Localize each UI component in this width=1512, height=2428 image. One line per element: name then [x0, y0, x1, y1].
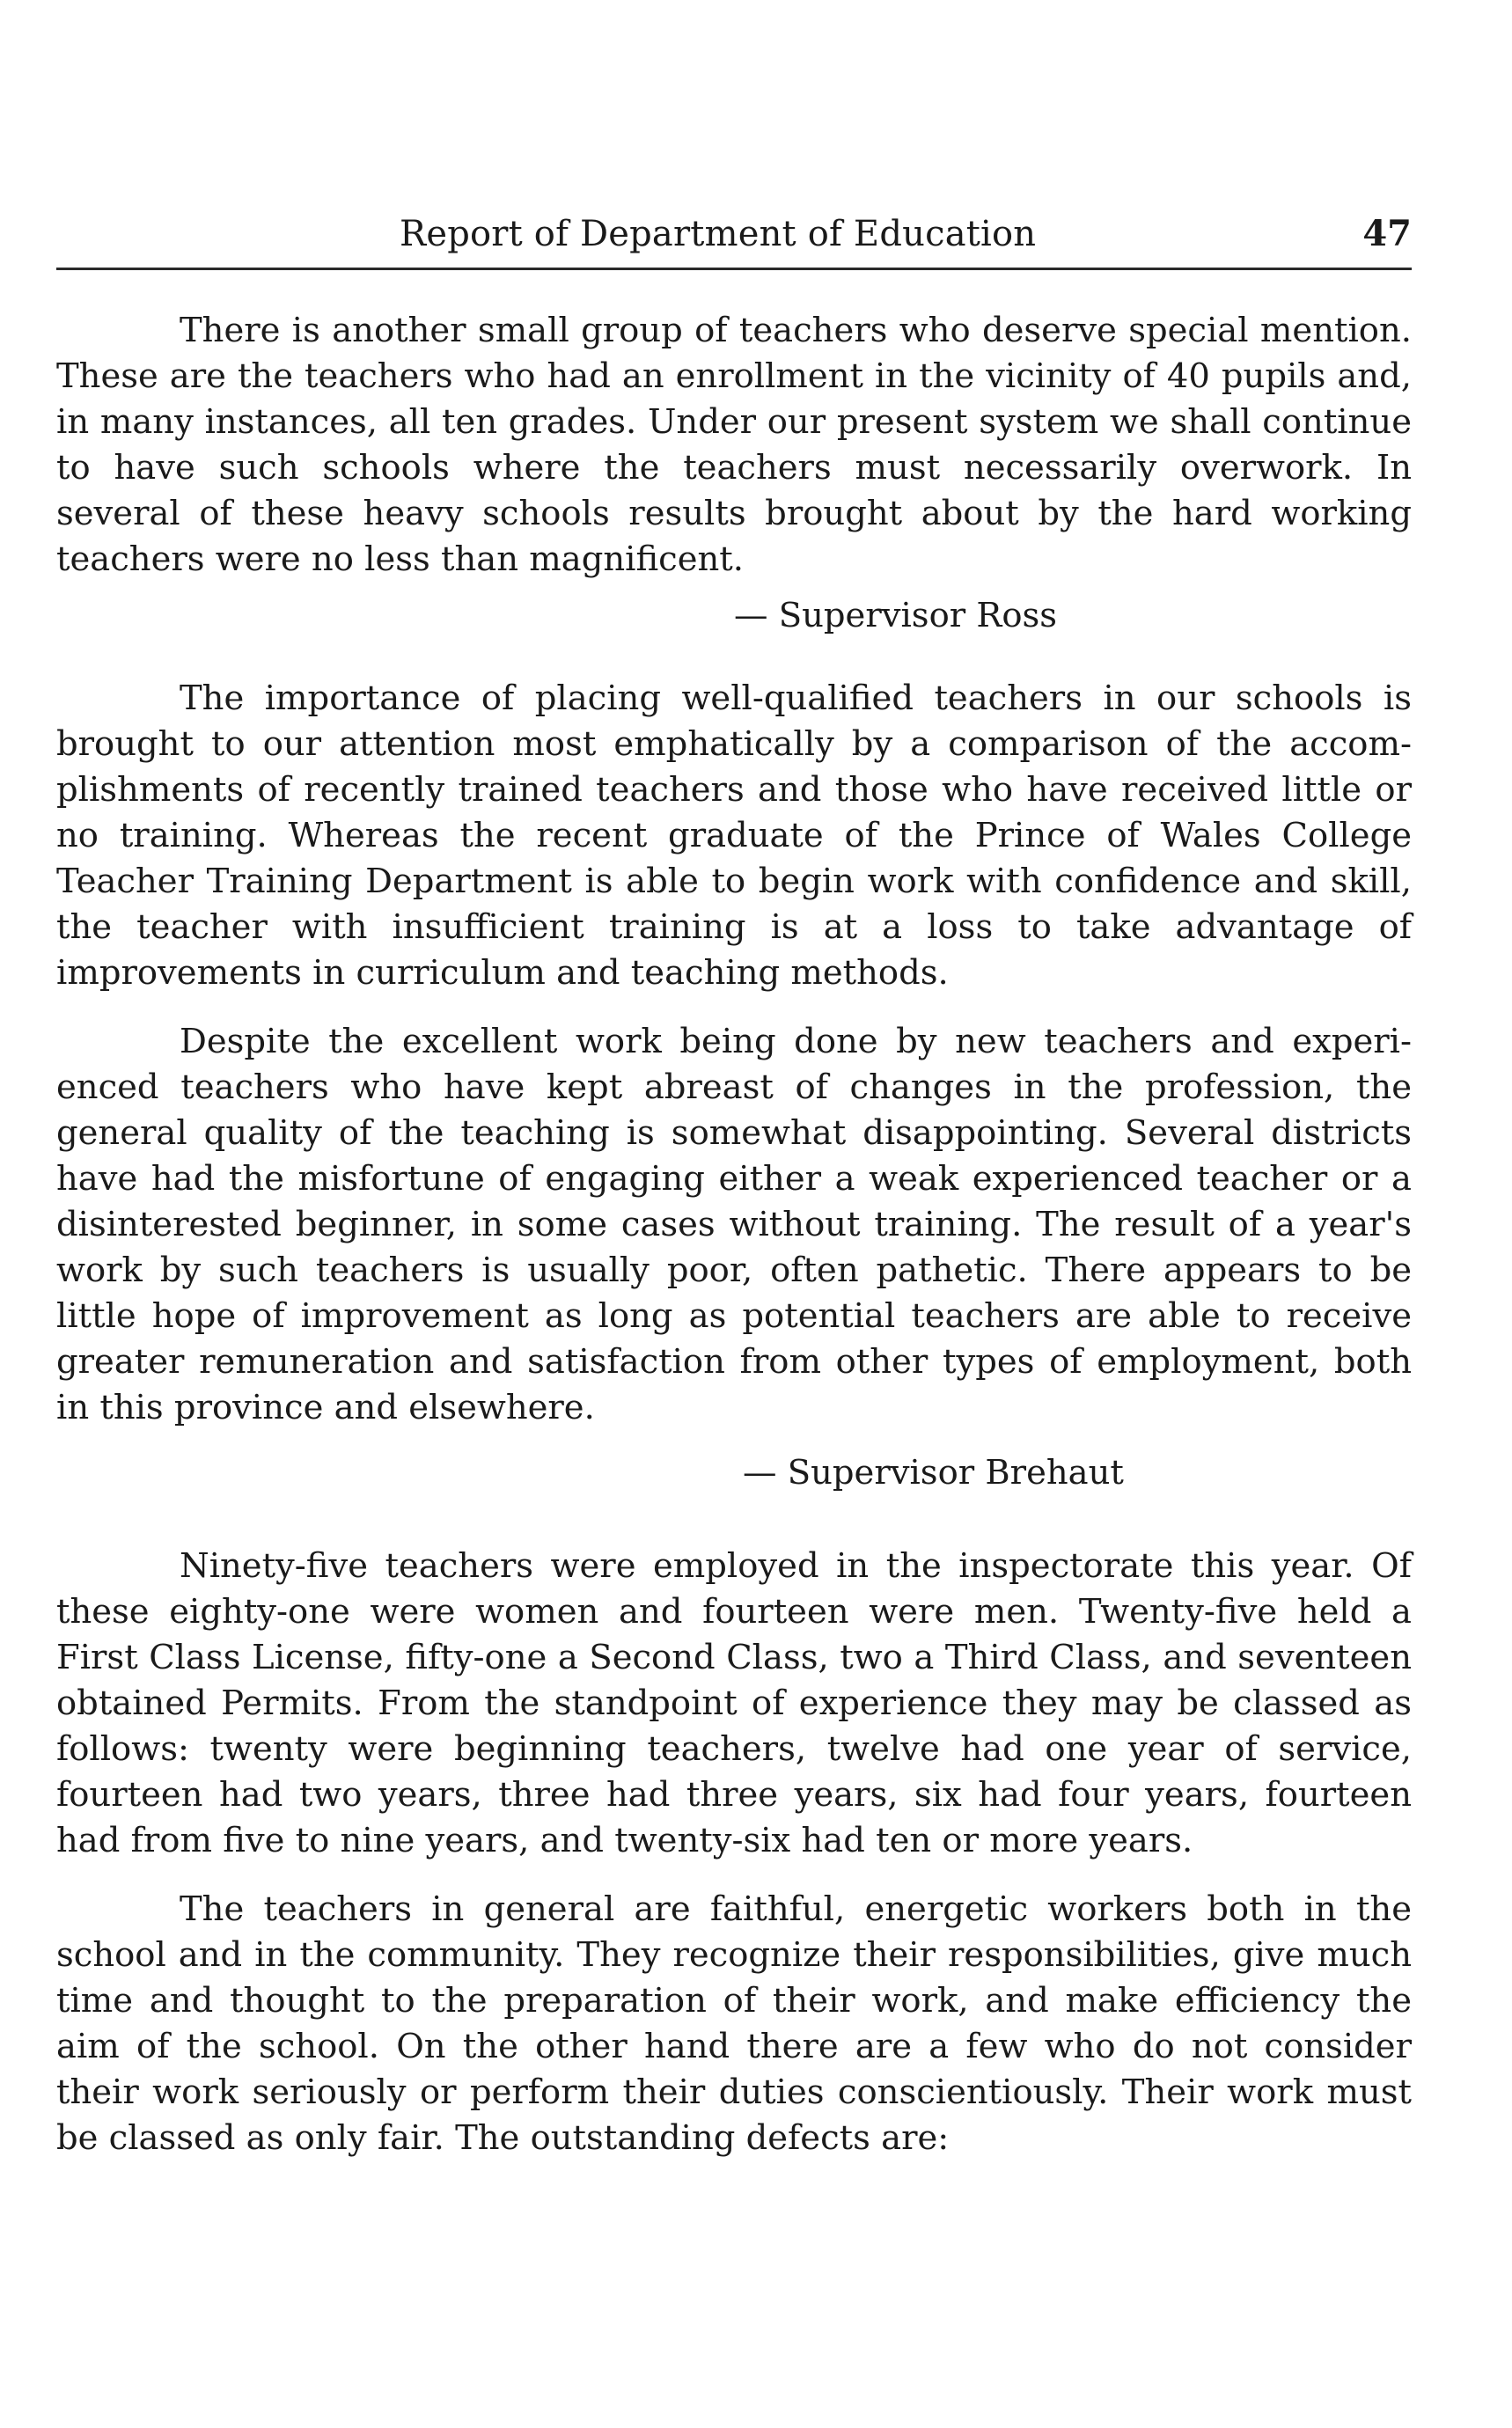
paragraph: The importance of placing well-qualified teachers in our schools is brought to our attention most emphatically by a comparison of the accomplishments of recently trained teachers and those who have received little or no training. Whereas the recent graduate of the Prince of Wales College Teacher Training Department is able to begin work with confidence and skill, the teacher with insufficient training is at a loss to take advantage of improvements in curriculum and teaching methods. [56, 679, 1412, 993]
paragraph: There is another small group of teachers who deserve special mention. These are the teachers who had an enrollment in the vicinity of 40 pupils and, in many instances, all ten grades. Under our present system we shall continue to have such schools where the teachers must necessarily overwork. In several of these heavy schools results brought about by the hard working teachers were no less than magnificent. [56, 311, 1412, 579]
attribution-supervisor-ross: — Supervisor Ross [734, 596, 1058, 635]
page-number: 47 [1362, 213, 1412, 254]
paragraph: Despite the excellent work being done by new teachers and experienced teachers who have kept abreast of changes in the profession, the general quality of the teaching is somewhat disappointing. Several districts have had the misfortune of engaging either a weak experienced teacher or a disinterested beginner, in some cases without training. The result of a year's work by such teachers is usually poor, often pathetic. There appears to be little hope of improvement as long as potential teachers are able to receive greater remuneration and satisfaction from other types of employment, both in this province and elsewhere. [56, 1022, 1412, 1427]
running-header [56, 208, 1412, 260]
header-title: Report of Department of Education [400, 214, 1037, 254]
paragraph: The teachers in general are faithful, energetic workers both in the school and in the community. They recognize their responsibilities, give much time and thought to the preparation of their work, and make efficiency the aim of the school. On the other hand there are a few who do not consider their work seriously or perform their duties conscientiously. Their work must be classed as only fair. The outstanding defects are: [56, 1889, 1412, 2158]
attribution-supervisor-brehaut: — Supervisor Brehaut [743, 1453, 1124, 1493]
header-rule [56, 268, 1412, 270]
body-text [56, 308, 1412, 2161]
paragraph: Ninety-five teachers were employed in the inspectorate this year. Of these eighty-one were women and fourteen were men. Twenty-five held a First Class License, fifty-one a Second Class, two a Third Class, and seventeen obtained Permits. From the standpoint of experience they may be classed as follows: twenty were beginning teachers, twelve had one year of service, fourteen had two years, three had three years, six had four years, fourteen had from five to nine years, and twenty-six had ten or more years. [56, 1546, 1412, 1860]
